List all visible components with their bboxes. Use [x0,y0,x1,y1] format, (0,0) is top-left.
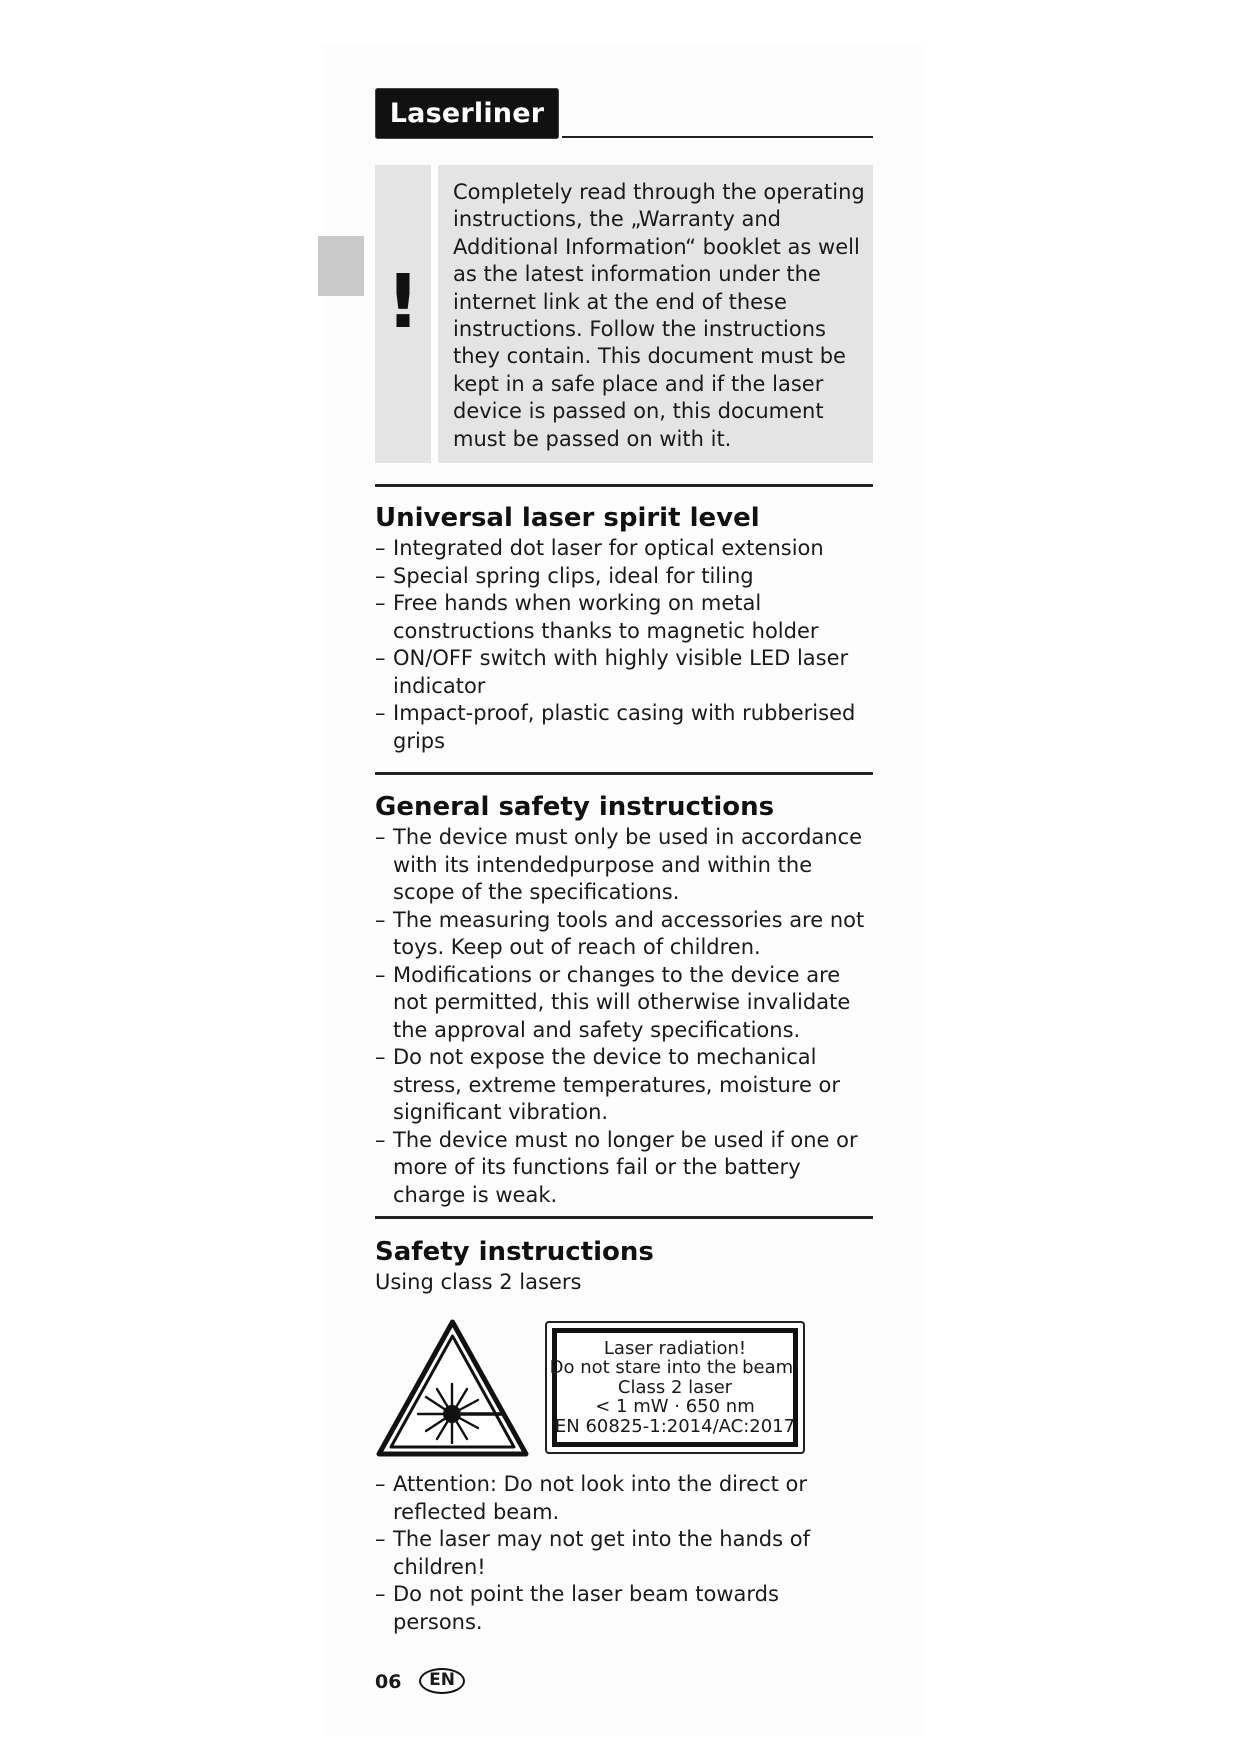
notice-box [438,165,873,463]
features-section [375,501,875,755]
list-item: – Special spring clips, ideal for tiling [375,563,754,588]
list-item: – The measuring tools and accessories are not toys. Keep out of reach of children. [375,907,865,959]
features-list [375,535,875,755]
page-number: 06 [375,1671,402,1693]
safety-section [375,1235,875,1297]
list-item: – Do not expose the device to mechanical stress, extreme temperatures, moisture or significant vibration. [375,1045,841,1124]
section-divider [375,484,873,487]
label-line: Do not stare into the beam! [549,1357,801,1379]
general-safety-list [375,824,875,1209]
list-item: – Integrated dot laser for optical extension [375,536,824,560]
general-safety-section [375,790,875,1209]
section-divider [375,1216,873,1219]
list-item: – Modifications or changes to the device are not permitted, this will otherwise invalidate the approval and safety specifications. [375,962,851,1042]
laserliner-logo: Laserliner [375,88,559,139]
list-item: – Free hands when working on metal constructions thanks to magnetic holder [375,591,819,643]
features-title: Universal laser spirit level [375,503,760,533]
label-line: EN 60825-1:2014/AC:2017 [554,1415,796,1437]
list-item: – ON/OFF switch with highly visible LED laser indicator [375,646,849,698]
laser-class-label [545,1321,805,1454]
notice-icon-box [375,165,431,463]
language-badge: EN [419,1668,465,1694]
list-item: – Do not point the laser beam towards persons. [375,1582,779,1634]
list-item: – Attention: Do not look into the direct or reflected beam. [375,1472,808,1524]
general-safety-title: General safety instructions [375,792,775,822]
laser-safety-list [375,1471,875,1636]
label-line: Class 2 laser [617,1376,733,1398]
laser-warning-icon [375,1318,530,1458]
label-line: < 1 mW · 650 nm [595,1396,755,1418]
safety-title: Safety instructions [375,1237,654,1267]
section-divider [375,772,873,775]
notice-text: Completely read through the operating instructions, the „Warranty and Additional Information“ booklet as well as the latest information under the internet link at the end of these instructions. Follow the instructions they contain. This document must be kept in a safe place and if the laser device is passed on, this document must be passed on with it. [453,180,865,451]
chapter-tab-marker [318,236,364,296]
safety-subtitle: Using class 2 lasers [375,1270,582,1294]
list-item: – The laser may not get into the hands of children! [375,1527,810,1579]
header-rule [562,136,873,138]
list-item: – The device must no longer be used if one or more of its functions fail or the battery charge is weak. [375,1127,858,1207]
exclamation-icon: ! [386,259,420,345]
list-item: – The device must only be used in accordance with its intendedpurpose and within the scope of the specifications. [375,825,863,904]
laser-safety-list-section [375,1471,875,1636]
list-item: – Impact-proof, plastic casing with rubberised grips [375,701,856,753]
label-line: Laser radiation! [603,1337,747,1359]
